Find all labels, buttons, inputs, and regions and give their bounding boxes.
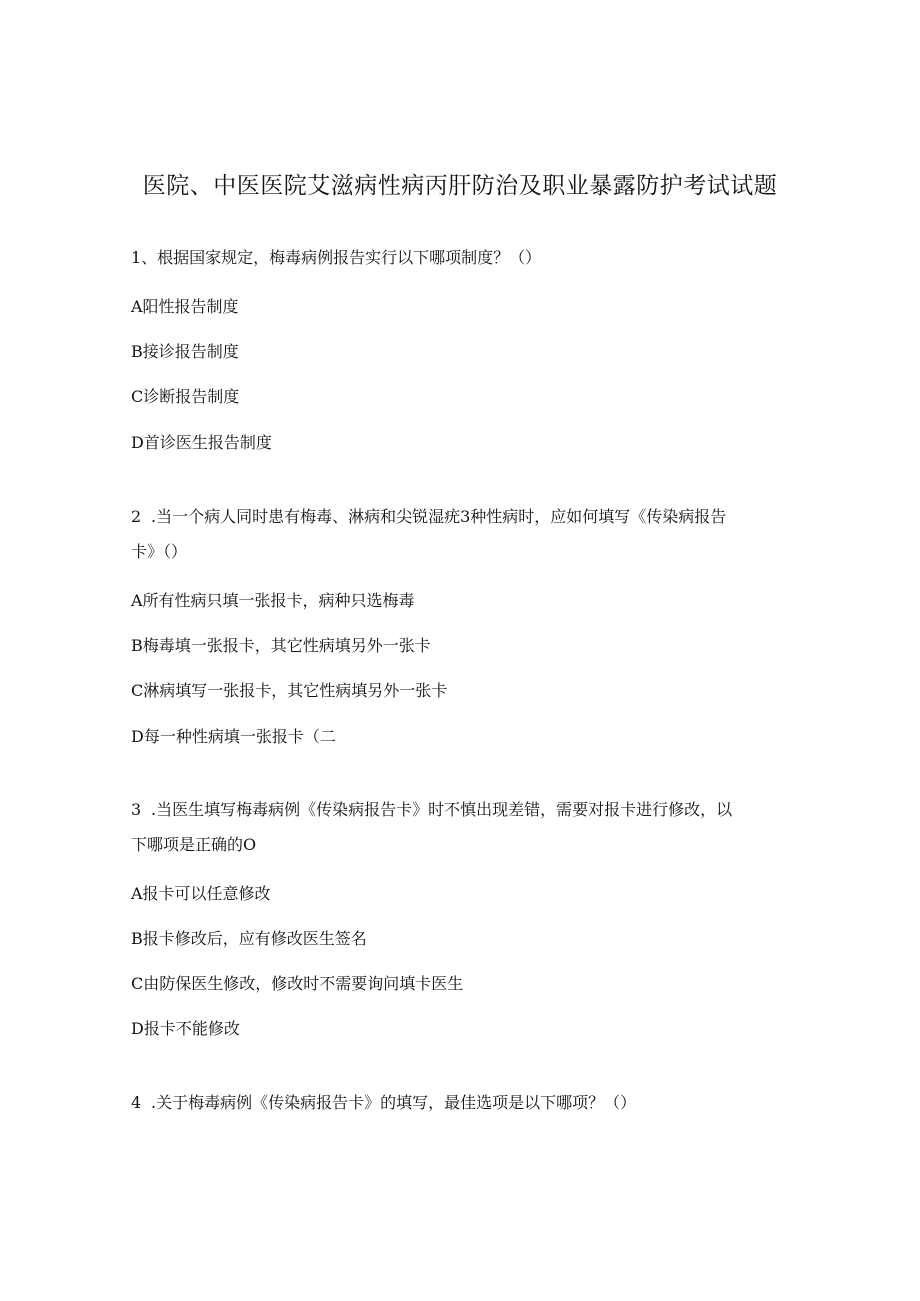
question-2-option-d: D每一种性病填一张报卡（二 <box>131 727 336 746</box>
question-3-number: 3 <box>131 800 142 819</box>
question-2-text-line-2: 卡》（） <box>131 542 188 561</box>
question-1-text: 1、根据国家规定，梅毒病例报告实行以下哪项制度？（） <box>131 248 542 267</box>
question-2-option-b: B梅毒填一张报卡，其它性病填另外一张卡 <box>131 636 431 655</box>
question-1-option-d: D首诊医生报告制度 <box>131 433 272 452</box>
question-3-option-b: B报卡修改后，应有修改医生签名 <box>131 929 367 948</box>
question-3-option-d: D报卡不能修改 <box>131 1019 240 1038</box>
question-1-option-a: A阳性报告制度 <box>131 297 239 316</box>
question-1-option-b: B接诊报告制度 <box>131 342 239 361</box>
question-3-option-c: C由防保医生修改，修改时不需要询问填卡医生 <box>131 974 464 993</box>
question-2-option-a: A所有性病只填一张报卡，病种只选梅毒 <box>131 591 415 610</box>
question-1-option-c: C诊断报告制度 <box>131 387 240 406</box>
question-4-text: .关于梅毒病例《传染病报告卡》的填写，最佳选项是以下哪项？（） <box>151 1093 637 1112</box>
question-2-number: 2 <box>131 507 142 526</box>
question-3-text-line-1 <box>131 798 732 822</box>
question-3-text-line-2: 下哪项是正确的O <box>131 835 257 854</box>
question-4-number: 4 <box>131 1093 142 1112</box>
question-2-text-line-1 <box>131 505 726 529</box>
question-3-option-a: A报卡可以任意修改 <box>131 884 271 903</box>
question-2-text: .当一个病人同时患有梅毒、淋病和尖锐湿疣3种性病时，应如何填写《传染病报告 <box>151 507 727 526</box>
question-2-option-c: C淋病填写一张报卡，其它性病填另外一张卡 <box>131 681 448 700</box>
question-4-text-line-1 <box>131 1091 636 1115</box>
exam-title: 医院、中医医院艾滋病性病丙肝防治及职业暴露防护考试试题 <box>142 173 778 199</box>
question-3-text: .当医生填写梅毒病例《传染病报告卡》时不慎出现差错，需要对报卡进行修改，以 <box>151 800 733 819</box>
